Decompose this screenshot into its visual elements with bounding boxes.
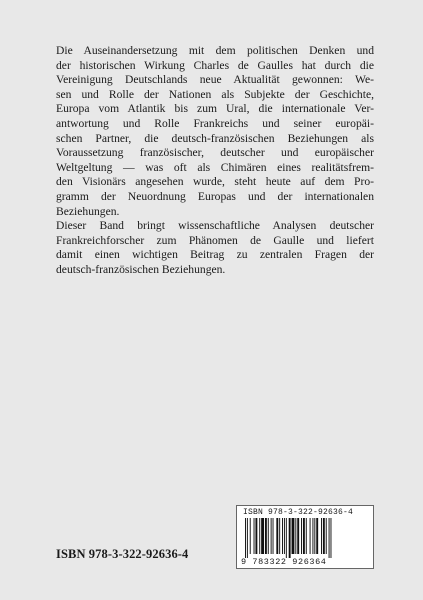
blurb-line: den Visionärs angesehen wurde, steht heute auf dem Pro- [56,175,374,189]
isbn-footer: ISBN 978-3-322-92636-4 [56,547,189,561]
barcode-bar [297,518,299,554]
barcode-bar [306,518,307,554]
barcode-bar [295,518,296,554]
blurb-line: sen und Rolle der Nationen als Subjekte der Geschichte, [56,87,374,101]
barcode-bar [323,518,325,554]
barcode-bar [255,518,257,554]
blurb-line: Europa vom Atlantik bis zum Ural, die internationale Ver- [56,102,374,116]
blurb-text [56,44,374,278]
barcode-bar [284,518,285,554]
blurb-line: Vereinigung Deutschlands neue Aktualität gewonnen: We- [56,73,374,87]
barcode-bar [301,518,302,554]
barcode-icon [243,518,369,558]
blurb-line: damit einen wichtigen Beitrag zu zentralen Fragen der [56,248,374,262]
barcode-bar [286,518,287,558]
barcode-bar [265,518,267,554]
barcode-bar [250,518,251,554]
barcode-label [236,505,374,569]
barcode-bar [321,518,322,554]
barcode-bar [326,518,327,554]
barcode-bar [282,518,283,554]
barcode-bar [312,518,313,554]
blurb-line: Dieser Band bringt wissenschaftliche Analysen deutscher [56,219,374,233]
blurb-line: deutsch-französischen Beziehungen. [56,262,226,276]
barcode-bar [316,518,318,554]
barcode-bar [254,518,255,554]
barcode-bar [245,518,246,558]
barcode-bar [310,518,311,554]
barcode-bar [314,518,315,554]
barcode-bar [289,518,291,558]
blurb-line: Weltgeltung — was oft als Chimären eines realitätsfrem- [56,160,374,174]
blurb-line: Frankreichforscher zum Phänomen de Gaulle und liefert [56,233,374,247]
barcode-digits: 9 783322 926364 [241,557,327,567]
barcode-bar [331,518,332,558]
blurb-line: Voraussetzung französischer, deutscher und europäischer [56,146,374,160]
blurb-line: Die Auseinandersetzung mit dem politischen Denken und [56,44,374,57]
barcode-bar [303,518,305,554]
barcode-bar [261,518,264,554]
barcode-bar [268,518,269,554]
barcode-bar [271,518,272,554]
barcode-bar [292,518,295,554]
blurb-line: schen Partner, die deutsch-französischen Beziehungen als [56,131,374,145]
barcode-bar [329,518,330,558]
barcode-bar [279,518,280,554]
blurb-line: der historischen Wirkung Charles de Gaulles hat durch die [56,58,374,72]
barcode-bar [259,518,260,554]
barcode-bar [247,518,248,558]
blurb-line: gramm der Neuordnung Europas und der internationalen [56,189,374,203]
blurb-line: antwortung und Rolle Frankreichs und seiner europäi- [56,116,374,130]
barcode-isbn-text: ISBN 978-3-322-92636-4 [243,508,354,517]
blurb-line: Beziehungen. [56,204,120,218]
barcode-bar [273,518,274,554]
barcode-bar [276,518,278,554]
